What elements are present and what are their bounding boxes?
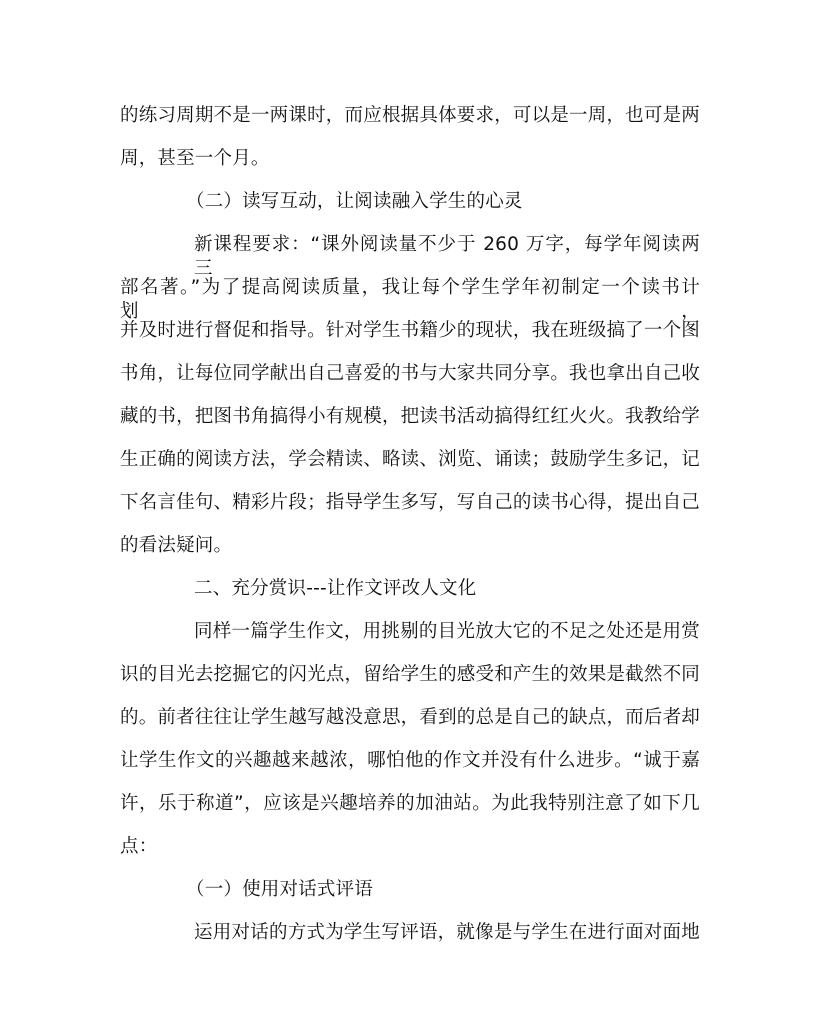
paragraph-line: 许，乐于称道”，应该是兴趣培养的加油站。为此我特别注意了如下几 bbox=[120, 793, 700, 814]
paragraph-line: 让学生作文的兴趣越来越浓，哪怕他的作文并没有什么进步。“诚于嘉 bbox=[120, 750, 700, 771]
section-heading: （二）读写互动，让阅读融入学生的心灵 bbox=[186, 191, 523, 212]
paragraph-line: 识的目光去挖掘它的闪光点，留给学生的感受和产生的效果是截然不同 bbox=[120, 664, 700, 685]
paragraph-line: 点： bbox=[120, 836, 158, 857]
paragraph-line: 的。前者往往让学生越写越没意思，看到的总是自己的缺点，而后者却 bbox=[120, 707, 700, 728]
paragraph-line: 新课程要求：“课外阅读量不少于 260 万字，每学年阅读两三 bbox=[194, 234, 700, 279]
paragraph-line: 部名著。”为了提高阅读质量，我让每个学生学年初制定一个读书计划， bbox=[120, 277, 700, 322]
paragraph-line: 的练习周期不是一两课时，而应根据具体要求，可以是一周，也可是两 bbox=[120, 105, 700, 126]
paragraph-line: 书角，让每位同学献出自己喜爱的书与大家共同分享。我也拿出自己收 bbox=[120, 363, 700, 384]
paragraph-line: 同样一篇学生作文，用挑剔的目光放大它的不足之处还是用赏 bbox=[194, 621, 700, 642]
paragraph-line: 藏的书，把图书角搞得小有规模，把读书活动搞得红红火火。我教给学 bbox=[120, 406, 700, 427]
paragraph-line: 下名言佳句、精彩片段；指导学生多写，写自己的读书心得，提出自己 bbox=[120, 492, 700, 513]
section-heading: 二、充分赏识---让作文评改人文化 bbox=[194, 578, 477, 599]
paragraph-line: 的看法疑问。 bbox=[120, 535, 233, 556]
paragraph-line: 生正确的阅读方法，学会精读、略读、浏览、诵读；鼓励学生多记，记 bbox=[120, 449, 700, 470]
paragraph-line: 运用对话的方式为学生写评语，就像是与学生在进行面对面地 bbox=[194, 922, 700, 943]
paragraph-line: 周，甚至一个月。 bbox=[120, 148, 270, 169]
paragraph-line: 并及时进行督促和指导。针对学生书籍少的现状，我在班级搞了一个图 bbox=[120, 320, 700, 341]
section-heading: （一）使用对话式评语 bbox=[186, 879, 374, 900]
